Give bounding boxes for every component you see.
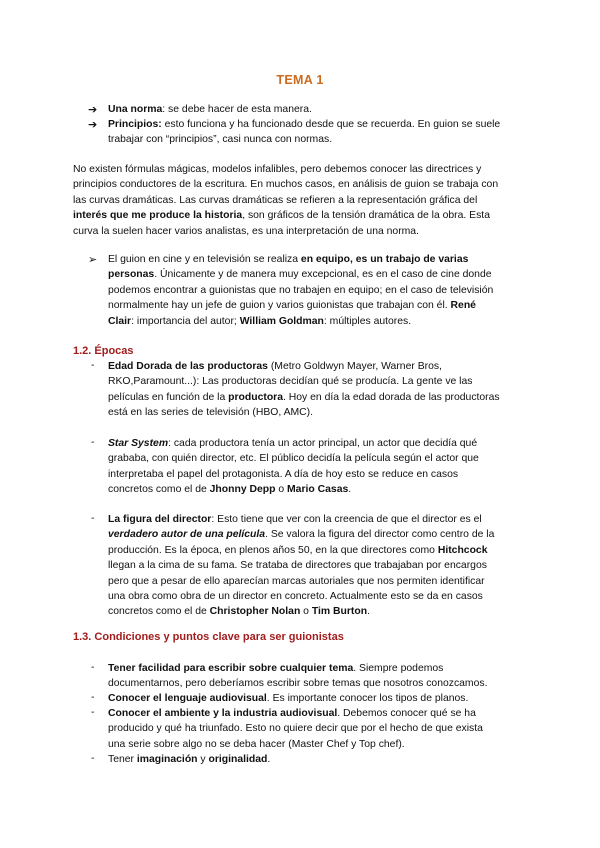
bold-term: Conocer el lenguaje audiovisual [108, 693, 267, 704]
bold-term: William Goldman [239, 315, 324, 327]
text-run: y [197, 754, 209, 765]
text-run: . Hoy en día la edad dorada de las productoras [283, 391, 500, 403]
bold-term: Edad Dorada de las productoras [108, 361, 268, 372]
bold-term: Una norma [108, 104, 163, 115]
text-run: películas en función de la [108, 391, 229, 403]
list-item-imaginacion [108, 752, 270, 767]
bold-term: Christopher Nolan [209, 606, 301, 618]
text-line: las curvas dramáticas. Las curvas dramáticas se refieren a la representación gráfica del [73, 194, 478, 206]
text-line: llegan a la cima de su fama. Se trataba de directores que trabajaban por encargos [108, 560, 487, 572]
text-line: RKO,Paramount...): Las productoras decidían qué se producía. La gente ve las [108, 376, 473, 388]
bold-term: Principios: [108, 119, 162, 130]
text-line: No existen fórmulas mágicas, modelos infalibles, pero debemos conocer las directrices y [73, 164, 482, 175]
dash-bullet: - [91, 692, 95, 703]
bold-term: Hitchcock [437, 544, 488, 556]
bold-term: personas [108, 269, 155, 281]
list-item-star-system [108, 436, 479, 498]
bullet-text: esto funciona y ha funcionado desde que se recuerda. En guion se suele [161, 119, 501, 130]
dash-bullet: - [91, 513, 95, 524]
bold-term: Clair [108, 315, 132, 327]
text-run: . [367, 606, 370, 618]
triangle-arrow-icon: ➢ [88, 254, 98, 266]
dash-bullet: - [91, 360, 95, 371]
text-run: El guion en cine y en televisión se realiza [108, 254, 301, 265]
text-line: producido y qué ha triunfado. Esto no quiere decir que por el hecho de que exista [108, 723, 483, 735]
arrow-bullet-icon: ➔ [88, 104, 98, 116]
text-line: una obra como obra de un director en concreto. Actualmente esto se da en casos [108, 590, 483, 602]
dash-bullet: - [91, 707, 95, 718]
bullet-una-norma [108, 102, 312, 117]
bold-term: en equipo, es un trabajo de varias [300, 254, 469, 265]
bold-term: interés que me produce la historia [73, 210, 243, 222]
bold-italic-term: verdadero autor de una película [108, 529, 266, 541]
text-line: documentarnos, pero deberíamos escribir sobre temas que nosotros conozcamos. [108, 678, 488, 690]
bold-italic-term: Star System [108, 438, 169, 449]
text-run: normalmente hay un jefe de guion y varios guionistas que trabajan con él. [108, 300, 451, 312]
bullet-principios [108, 117, 500, 148]
dash-bullet: - [91, 437, 95, 448]
paragraph-curvas [73, 162, 498, 239]
bold-term: La figura del director [108, 514, 212, 525]
section-heading-epocas: 1.2. Épocas [73, 345, 134, 357]
list-item-figura-director [108, 512, 494, 620]
bullet-text: trabajar con “principios”, casi nunca con normas. [108, 134, 333, 146]
text-run: . Únicamente y de manera muy excepcional, es en el caso de cine donde [154, 269, 492, 281]
text-run: o [275, 484, 288, 496]
paragraph-equipo [108, 252, 493, 329]
bold-term: Mario Casas [287, 484, 349, 496]
text-run: . Es importante conocer los tipos de planos. [266, 693, 469, 704]
text-run: . [267, 754, 271, 765]
text-run: concretos como el de [108, 484, 210, 496]
list-item-ambiente [108, 706, 483, 752]
text-run: . Se valora la figura del director como centro de la [265, 529, 495, 541]
bold-term: Tim Burton [311, 606, 368, 618]
text-line: curva la suelen hacer varios analistas, es una interpretación de una norma. [73, 225, 419, 237]
text-run: : importancia del autor; [131, 315, 240, 327]
bold-term: originalidad [208, 754, 268, 765]
text-run: . Debemos conocer qué se ha [337, 708, 476, 719]
text-line: podemos encontrar a guionistas que no trabajen en equipo; en el caso de televisión [108, 284, 494, 296]
text-line: pero que a pesar de ello aparecían marcas autoriales que nos permiten identificar [108, 575, 485, 587]
list-item-edad-dorada [108, 359, 500, 421]
text-line: principios conductores de la escritura. En muchos casos, en análisis de guion se trabaja con [73, 179, 499, 191]
text-run: . [348, 484, 352, 496]
arrow-bullet-icon: ➔ [88, 119, 98, 131]
list-item-lenguaje [108, 691, 468, 706]
text-run: : Esto tiene que ver con la creencia de que el director es el [211, 514, 482, 525]
text-run: . Siempre podemos [353, 663, 444, 674]
text-run: : cada productora tenía un actor principal, un actor que decidía qué [168, 438, 478, 449]
bold-term: Tener facilidad para escribir sobre cualquier tema [108, 663, 354, 674]
dash-bullet: - [91, 662, 95, 673]
text-run: (Metro Goldwyn Mayer, Warner Bros, [267, 361, 442, 372]
text-line: grababa, con quién director, etc. El público decidía la película según el actor que [108, 453, 479, 465]
text-run: producción. Es la época, en plenos años 50, en la que directores como [108, 544, 438, 556]
text-line: interpretaba el papel del protagonista. A día de hoy esto se reduce en casos [108, 468, 459, 480]
bold-term: Jhonny Depp [209, 484, 276, 496]
text-line: está en las series de televisión (HBO, AMC). [108, 407, 314, 419]
text-line: , son gráficos de la tensión dramática de la obra. Esta [242, 210, 490, 222]
bullet-text: : se debe hacer de esta manera. [162, 104, 312, 115]
dash-bullet: - [91, 753, 95, 764]
section-heading-condiciones: 1.3. Condiciones y puntos clave para ser guionistas [73, 631, 344, 643]
list-item-facilidad [108, 661, 487, 692]
bold-term: Conocer el ambiente y la industria audiovisual [108, 708, 338, 719]
text-run: o [300, 606, 312, 618]
page-title: TEMA 1 [276, 73, 324, 87]
bold-term: productora [228, 391, 283, 403]
bold-term: René [450, 300, 476, 312]
text-run: concretos como el de [108, 606, 210, 618]
bold-term: imaginación [136, 754, 198, 765]
text-run: Tener [108, 754, 137, 765]
text-line: una serie sobre algo no se deba hacer (Master Chef y Top chef). [108, 738, 405, 750]
text-run: : múltiples autores. [323, 315, 412, 327]
